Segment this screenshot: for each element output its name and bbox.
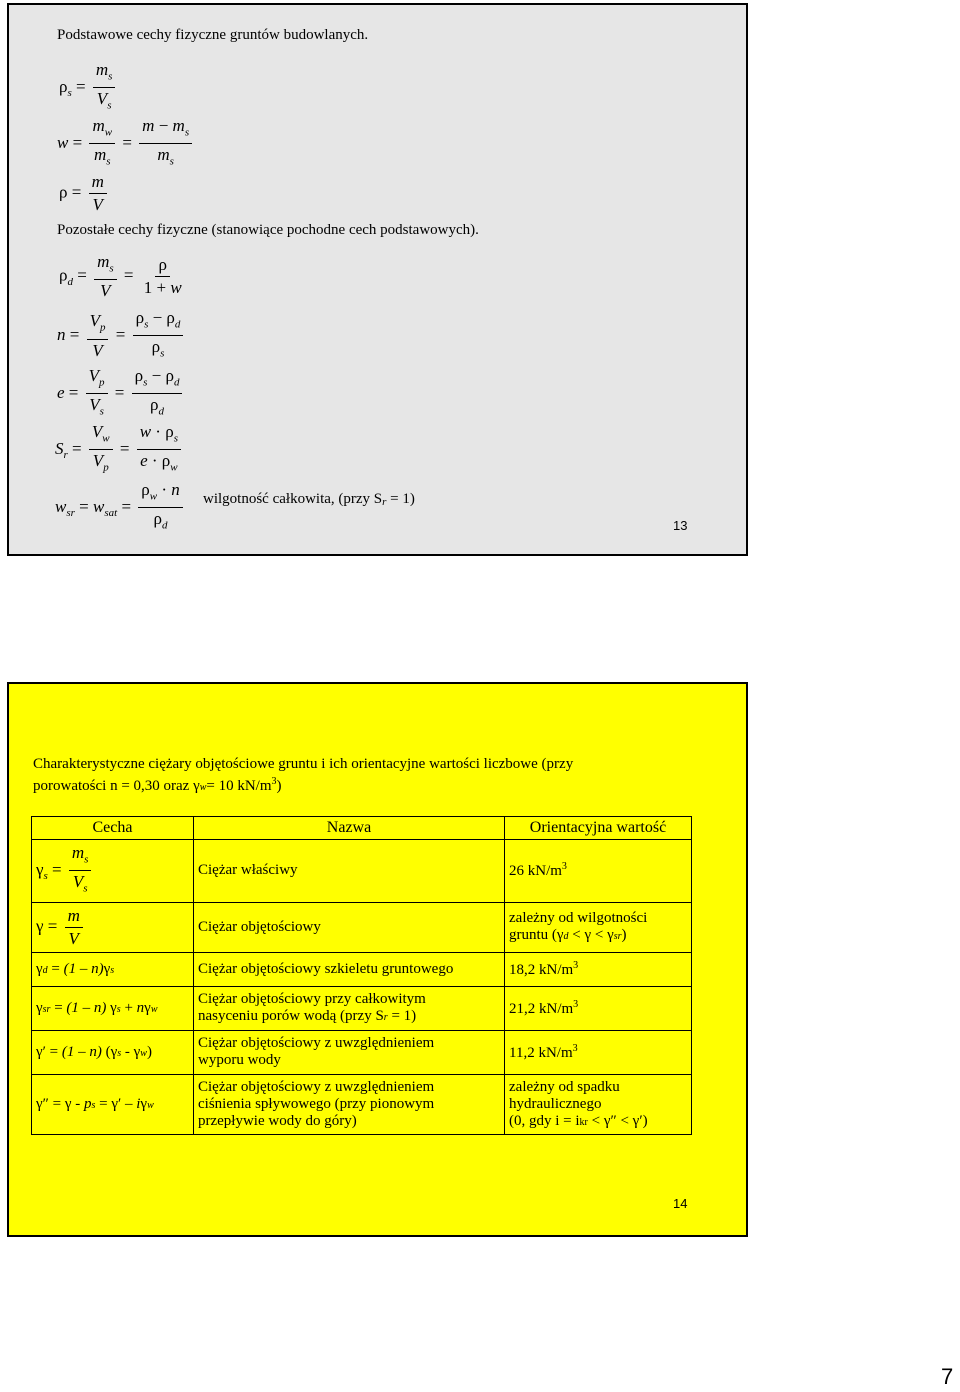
cell-gamma-s: $\gamma_s$ = $\frac{m_s}{V_s}$ — [32, 840, 194, 903]
cell-name: Ciężar objętościowy z uwzględnieniem ciśnienia spływowego (przy pionowym przepływie wody do góry) — [194, 1074, 505, 1134]
cell-gamma-sr: γsr = (1 – n) γs + nγw — [32, 986, 194, 1030]
table-row — [32, 1030, 692, 1074]
table-row — [32, 952, 692, 986]
formula-w-sat: $w_{sr} = w_{sat}$ = $\frac{\rho_w \cdot n}{\rho_d}$ — [55, 479, 186, 537]
header-nazwa: Nazwa — [194, 817, 505, 840]
cell-name: Ciężar objętościowy z uwzględnieniem wyporu wody — [194, 1030, 505, 1074]
formula-sr: $S_r$ = $\frac{V_w}{V_p}$ = $\frac{w \cdot \rho_s}{e \cdot \rho_w}$ — [55, 421, 184, 479]
formula-w: w = $\frac{m_w}{m_s}$ = $\frac{m - m_s}{m_s}$ — [57, 115, 195, 173]
header-cecha: Cecha — [32, 817, 194, 840]
formula-e: e = $\frac{V_p}{V_s}$ = $\frac{\rho_s - \rho_d}{\rho_d}$ — [57, 365, 185, 423]
slide13-subtitle: Pozostałe cechy fizyczne (stanowiące pochodne cech podstawowych). — [57, 222, 479, 238]
formula-rho-s: $\rho_s$ = $\frac{m_s}{V_s}$ — [59, 59, 118, 117]
cell-value: 21,2 $kN/m^3$ — [505, 986, 692, 1030]
cell-value: 11,2 $kN/m^3$ — [505, 1030, 692, 1074]
slide14-title-line1: Charakterystyczne ciężary objętościowe gruntu i ich orientacyjne wartości liczbowe (przy — [33, 756, 574, 772]
cell-value: zależny od spadku hydraulicznego (0, gdy i = ikr < γ″ < γ′) — [505, 1074, 692, 1134]
page-number-14: 14 — [673, 1196, 688, 1211]
cell-name: Ciężar objętościowy — [194, 902, 505, 952]
header-wartosc: Orientacyjna wartość — [505, 817, 692, 840]
slide14-title-line2: porowatości n = 0,30 oraz γw= 10 $kN/m^3$) — [33, 776, 282, 794]
cell-name: Ciężar objętościowy przy całkowitym nasyceniu porów wodą (przy Sr = 1) — [194, 986, 505, 1030]
cell-gamma-d: γd = (1 – n)γs — [32, 952, 194, 986]
slide-13 — [7, 3, 748, 556]
table-row — [32, 902, 692, 952]
table-row — [32, 840, 692, 903]
cell-value: zależny od wilgotności gruntu (γd < γ < γsr) — [505, 902, 692, 952]
formula-n: n = $\frac{V_p}{V}$ = $\frac{\rho_s - \rho_d}{\rho_s}$ — [57, 307, 186, 365]
cell-gamma-double-prime: γ″ = γ - ps = γ′ – iγw — [32, 1074, 194, 1134]
slide-14 — [7, 682, 748, 1237]
slide13-title: Podstawowe cechy fizyczne gruntów budowlanych. — [57, 27, 369, 43]
cell-value: 18,2 $kN/m^3$ — [505, 952, 692, 986]
formula-rho: ρ = $\frac{m}{V}$ — [59, 171, 110, 216]
formula-rho-d: $\rho_d$ = $\frac{m_s}{V}$ = $\frac{\rho}{1 + w}$ — [59, 252, 182, 301]
table-row — [32, 1074, 692, 1134]
cell-name: Ciężar właściwy — [194, 840, 505, 903]
cell-value: 26 $kN/m^3$ — [505, 840, 692, 903]
sat-note: wilgotność całkowita, (przy Sr = 1) — [203, 491, 415, 508]
sheet-page-number: 7 — [941, 1364, 954, 1389]
cell-gamma-prime: γ′ = (1 – n) (γs - γw) — [32, 1030, 194, 1074]
unit-weights-table — [31, 816, 692, 1135]
cell-name: Ciężar objętościowy szkieletu gruntowego — [194, 952, 505, 986]
cell-gamma: γ = $\frac{m}{V}$ — [32, 902, 194, 952]
table-header-row — [32, 817, 692, 840]
table-row — [32, 986, 692, 1030]
page-number-13: 13 — [673, 518, 688, 533]
